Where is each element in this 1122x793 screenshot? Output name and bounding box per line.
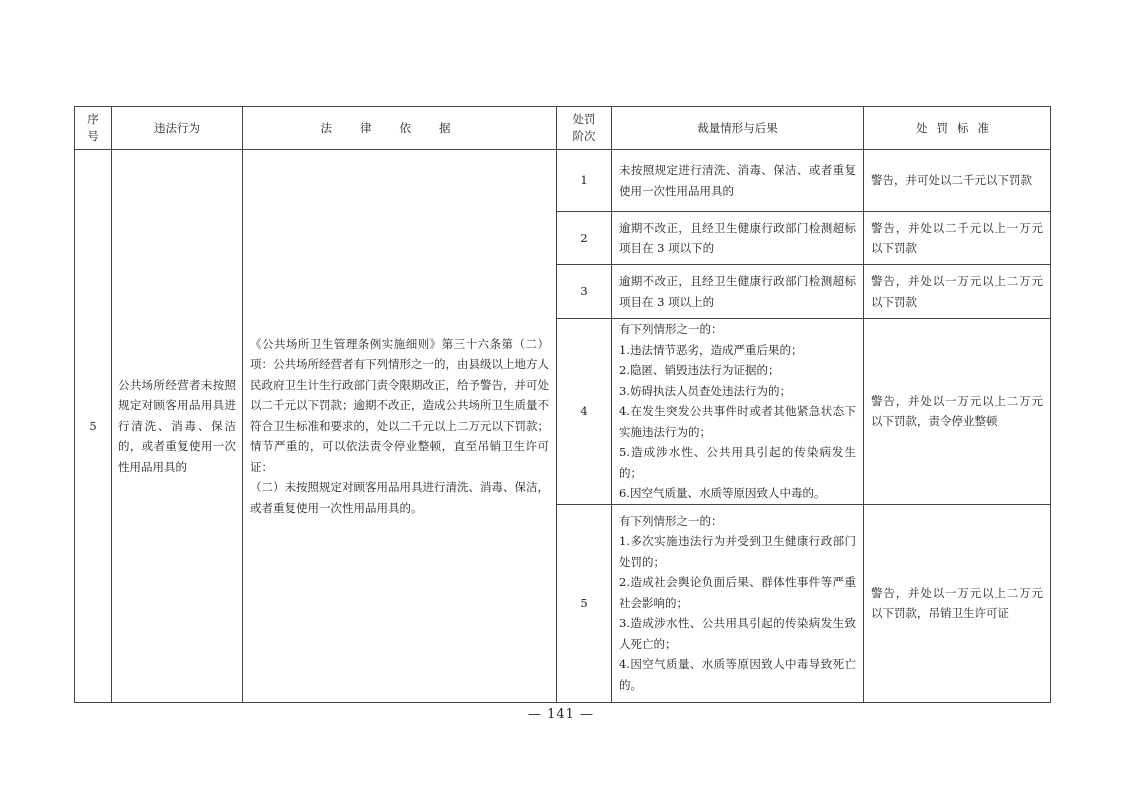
stage-1-standard: 警告，并可处以二千元以下罚款	[864, 150, 1051, 212]
stage-4-circumstance-line: 1.违法情节恶劣，造成严重后果的；	[619, 342, 803, 357]
header-seq-line2: 号	[87, 129, 99, 143]
row-violation: 公共场所经营者未按照规定对顾客用品用具进行清洗、消毒、保洁的，或者重复使用一次性用品用具的	[112, 150, 243, 703]
header-circumstance: 裁量情形与后果	[612, 107, 864, 150]
header-seq	[75, 107, 112, 150]
penalty-table	[74, 106, 1051, 703]
stage-4-circumstance-line: 5.造成涉水性、公共用具引起的传染病发生的；	[619, 445, 856, 480]
row-legal-basis	[243, 150, 557, 703]
stage-2-number: 2	[557, 212, 612, 265]
stage-3-number: 3	[557, 265, 612, 319]
stage-5-circumstance-line: 1.多次实施违法行为并受到卫生健康行政部门处罚的；	[619, 534, 856, 569]
header-stage-line1: 处罚	[572, 112, 596, 126]
stage-2-circumstance: 逾期不改正，且经卫生健康行政部门检测超标项目在 3 项以下的	[612, 212, 864, 265]
stage-4-circumstance-line: 2.隐匿、销毁违法行为证据的；	[619, 363, 780, 377]
header-stage	[557, 107, 612, 150]
stage-5-circumstance-line: 3.造成涉水性、公共用具引起的传染病发生致人死亡的；	[619, 616, 856, 651]
stage-5-number: 5	[557, 504, 612, 702]
stage-4-circumstance-line: 3.妨碍执法人员查处违法行为的；	[619, 383, 791, 398]
row-seq: 5	[75, 150, 112, 703]
page-number: — 141 —	[527, 707, 595, 722]
stage-5-circumstance-line: 2.造成社会舆论负面后果、群体性事件等严重社会影响的；	[619, 575, 856, 610]
stage-2-standard: 警告，并处以二千元以上一万元以下罚款	[864, 212, 1051, 265]
stage-5-circumstance-line: 有下列情形之一的：	[619, 513, 723, 528]
stage-4-number: 4	[557, 319, 612, 505]
stage-4-circumstance-line: 4.在发生突发公共事件时或者其他紧急状态下实施违法行为的；	[619, 404, 856, 439]
header-standard: 处罚标准	[864, 107, 1051, 150]
stage-3-circumstance: 逾期不改正，且经卫生健康行政部门检测超标项目在 3 项以上的	[612, 265, 864, 319]
stage-5-standard: 警告，并处以一万元以上二万元以下罚款，吊销卫生许可证	[864, 504, 1051, 702]
stage-4-circumstance	[612, 319, 864, 505]
legal-basis-paragraph-2: （二）未按照规定对顾客用品用具进行清洗、消毒、保洁，或者重复使用一次性用品用具的。	[250, 480, 549, 515]
header-legal-basis: 法律依据	[243, 107, 557, 150]
header-row	[75, 107, 1051, 150]
stage-5-circumstance-line: 4.因空气质量、水质等原因致人中毒导致死亡的。	[619, 657, 856, 692]
header-violation: 违法行为	[112, 107, 243, 150]
stage-1-circumstance: 未按照规定进行清洗、消毒、保洁、或者重复使用一次性用品用具的	[612, 150, 864, 212]
stage-3-standard: 警告，并处以一万元以上二万元以下罚款	[864, 265, 1051, 319]
table-row	[75, 150, 1051, 212]
stage-4-circumstance-line: 6.因空气质量、水质等原因致人中毒的。	[619, 486, 826, 500]
stage-1-number: 1	[557, 150, 612, 212]
stage-4-standard: 警告，并处以一万元以上二万元以下罚款，责令停业整顿	[864, 319, 1051, 505]
header-stage-line2: 阶次	[572, 129, 596, 143]
legal-basis-paragraph-1: 《公共场所卫生管理条例实施细则》第三十六条第（二）项：公共场所经营者有下列情形之一的，由县级以上地方人民政府卫生计生行政部门责令限期改正，给予警告，并可处以二千元以下罚款；逾期不改正，造成公共场所卫生质量不符合卫生标准和要求的，处以二千元以上二万元以下罚款；情节严重的，可以依法责令停业整顿，直至吊销卫生许可证：	[250, 336, 549, 474]
stage-5-circumstance	[612, 504, 864, 702]
stage-4-circumstance-line: 有下列情形之一的：	[619, 322, 723, 336]
header-seq-line1: 序	[87, 112, 99, 126]
